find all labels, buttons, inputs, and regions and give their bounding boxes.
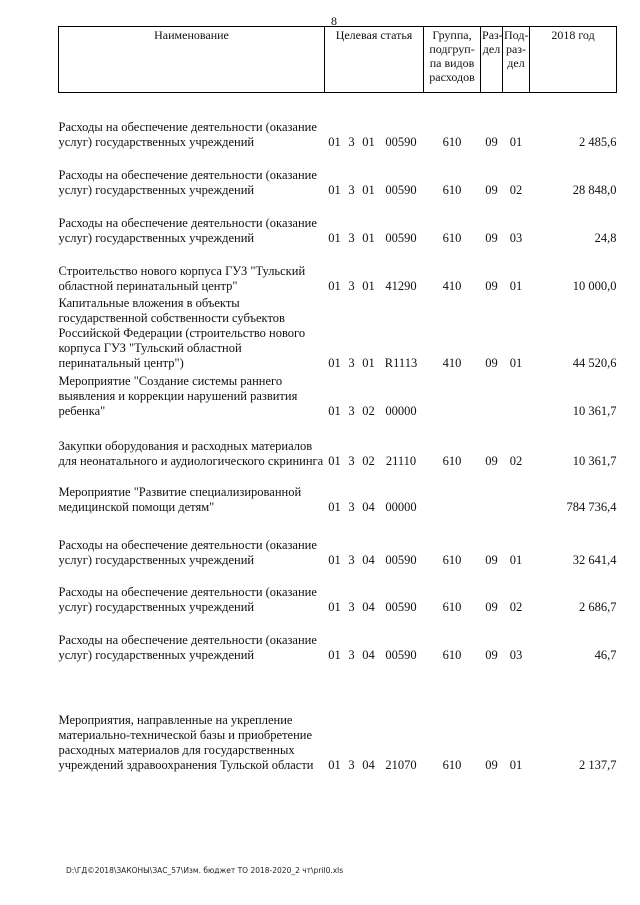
cell-c4: 21070 xyxy=(385,757,417,772)
cell-amount: 32 641,4 xyxy=(572,552,617,567)
header-group: Группа, подгруп-па видов расходов xyxy=(424,27,481,93)
cell-c3: 04 xyxy=(362,599,375,614)
cell-subsection: 01 xyxy=(509,134,523,149)
cell-section: 09 xyxy=(485,647,498,662)
table-row xyxy=(59,665,617,775)
cell-name: Расходы на обеспечение деятельности (оказание услуг) государственных учреждений xyxy=(58,584,317,614)
cell-c1: 01 xyxy=(328,599,341,614)
cell-c2: 3 xyxy=(348,552,355,567)
cell-c3: 04 xyxy=(362,647,375,662)
cell-subsection: 01 xyxy=(509,278,523,293)
cell-c4: 00590 xyxy=(385,599,417,614)
cell-section: 09 xyxy=(485,757,498,772)
cell-amount: 10 000,0 xyxy=(572,278,617,293)
cell-c4: R1113 xyxy=(384,355,418,370)
header-subsection: Под-раз-дел xyxy=(503,27,530,93)
cell-amount: 784 736,4 xyxy=(566,499,617,514)
cell-group: 410 xyxy=(442,355,462,370)
cell-subsection: 01 xyxy=(509,552,523,567)
cell-c3: 02 xyxy=(362,453,375,468)
cell-c3: 04 xyxy=(362,552,375,567)
cell-section: 09 xyxy=(485,278,498,293)
cell-amount: 44 520,6 xyxy=(572,355,617,370)
cell-c3: 01 xyxy=(362,182,375,197)
cell-c2: 3 xyxy=(348,134,355,149)
cell-name: Строительство нового корпуса ГУЗ "Тульский областной перинатальный центр" xyxy=(58,263,306,293)
cell-section xyxy=(481,471,503,517)
cell-c2: 3 xyxy=(348,647,355,662)
table-row xyxy=(59,617,617,665)
cell-group xyxy=(424,471,481,517)
header-year: 2018 год xyxy=(530,27,617,93)
cell-name: Мероприятия, направленные на укрепление материально-технической базы и приобретение расходных материалов для государственных учреждений здравоохранения Тульской области xyxy=(58,712,314,772)
cell-subsection: 01 xyxy=(509,757,523,772)
cell-c3: 01 xyxy=(362,230,375,245)
header-name: Наименование xyxy=(59,27,325,93)
budget-table xyxy=(58,26,617,775)
cell-group: 610 xyxy=(442,757,462,772)
cell-name: Расходы на обеспечение деятельности (оказание услуг) государственных учреждений xyxy=(58,537,317,567)
cell-c1: 01 xyxy=(328,278,341,293)
cell-c1: 01 xyxy=(328,403,341,418)
cell-subsection: 01 xyxy=(509,355,523,370)
cell-name: Расходы на обеспечение деятельности (оказание услуг) государственных учреждений xyxy=(58,119,317,149)
cell-subsection: 03 xyxy=(509,230,523,245)
table-row xyxy=(59,471,617,517)
cell-c3: 02 xyxy=(362,403,375,418)
cell-c4: 00590 xyxy=(385,647,417,662)
cell-c1: 01 xyxy=(328,230,341,245)
cell-subsection xyxy=(503,471,530,517)
table-row xyxy=(59,152,617,200)
cell-group xyxy=(424,373,481,421)
cell-c4: 00590 xyxy=(385,134,417,149)
cell-name: Расходы на обеспечение деятельности (оказание услуг) государственных учреждений xyxy=(58,632,317,662)
header-target-article: Целевая статья xyxy=(325,27,424,93)
cell-amount: 10 361,7 xyxy=(572,403,617,418)
cell-c4: 00590 xyxy=(385,182,417,197)
cell-section: 09 xyxy=(485,355,498,370)
cell-c3: 01 xyxy=(362,278,375,293)
cell-amount: 10 361,7 xyxy=(572,453,617,468)
cell-subsection xyxy=(503,373,530,421)
file-path-footer: D:\ГД©2018\ЗАКОНЫ\ЗАС_57\Изм. бюджет ТО 2018-2020_2 чт\pril0.xls xyxy=(66,866,344,875)
cell-amount: 2 686,7 xyxy=(579,599,617,614)
cell-c3: 04 xyxy=(362,499,375,514)
cell-group: 610 xyxy=(442,599,462,614)
cell-group: 610 xyxy=(442,453,462,468)
cell-section xyxy=(481,373,503,421)
cell-name: Расходы на обеспечение деятельности (оказание услуг) государственных учреждений xyxy=(58,215,317,245)
cell-group: 610 xyxy=(442,230,462,245)
table-row xyxy=(59,373,617,421)
cell-name: Мероприятие "Развитие специализированной медицинской помощи детям" xyxy=(58,484,302,514)
cell-group: 610 xyxy=(442,134,462,149)
cell-subsection: 03 xyxy=(509,647,523,662)
cell-c1: 01 xyxy=(328,182,341,197)
table-row xyxy=(59,248,617,296)
cell-c2: 3 xyxy=(348,182,355,197)
cell-c4: 00590 xyxy=(385,230,417,245)
cell-c2: 3 xyxy=(348,278,355,293)
cell-group: 610 xyxy=(442,647,462,662)
cell-amount: 46,7 xyxy=(594,647,617,662)
cell-c2: 3 xyxy=(348,453,355,468)
cell-amount: 24,8 xyxy=(594,230,617,245)
cell-c4: 00590 xyxy=(385,552,417,567)
cell-c2: 3 xyxy=(348,599,355,614)
cell-name: Капитальные вложения в объекты государственной собственности субъектов Российской Федерации (строительство нового корпуса ГУЗ "Тульский областной перинатальный центр") xyxy=(58,295,306,370)
header-section: Раз-дел xyxy=(481,27,503,93)
cell-group: 610 xyxy=(442,552,462,567)
cell-subsection: 02 xyxy=(509,599,523,614)
cell-c2: 3 xyxy=(348,230,355,245)
cell-name: Мероприятие "Создание системы раннего выявления и коррекции нарушений развития ребенка" xyxy=(58,373,298,418)
table-row xyxy=(59,517,617,570)
table-row xyxy=(59,200,617,248)
cell-subsection: 02 xyxy=(509,182,523,197)
cell-c1: 01 xyxy=(328,355,341,370)
cell-amount: 2 485,6 xyxy=(579,134,617,149)
cell-c3: 01 xyxy=(362,134,375,149)
cell-section: 09 xyxy=(485,599,498,614)
cell-c4: 00000 xyxy=(385,403,417,418)
table-row xyxy=(59,296,617,373)
cell-c2: 3 xyxy=(348,499,355,514)
cell-group: 410 xyxy=(442,278,462,293)
cell-c1: 01 xyxy=(328,453,341,468)
table-row xyxy=(59,93,617,152)
cell-c1: 01 xyxy=(328,134,341,149)
table-row xyxy=(59,570,617,617)
cell-c2: 3 xyxy=(348,403,355,418)
cell-c1: 01 xyxy=(328,647,341,662)
cell-c2: 3 xyxy=(348,355,355,370)
table-header-row xyxy=(59,27,617,93)
cell-section: 09 xyxy=(485,552,498,567)
cell-name: Закупки оборудования и расходных материалов для неонатального и аудиологического скрининга xyxy=(58,438,324,468)
cell-c3: 04 xyxy=(362,757,375,772)
cell-c1: 01 xyxy=(328,499,341,514)
cell-group: 610 xyxy=(442,182,462,197)
table-row xyxy=(59,421,617,471)
cell-section: 09 xyxy=(485,453,498,468)
cell-section: 09 xyxy=(485,182,498,197)
cell-subsection: 02 xyxy=(509,453,523,468)
cell-section: 09 xyxy=(485,134,498,149)
cell-section: 09 xyxy=(485,230,498,245)
cell-c4: 41290 xyxy=(385,278,417,293)
page-number: 8 xyxy=(331,14,337,28)
cell-c1: 01 xyxy=(328,552,341,567)
cell-name: Расходы на обеспечение деятельности (оказание услуг) государственных учреждений xyxy=(58,167,317,197)
cell-c1: 01 xyxy=(328,757,341,772)
cell-amount: 28 848,0 xyxy=(572,182,617,197)
cell-c2: 3 xyxy=(348,757,355,772)
cell-c3: 01 xyxy=(362,355,375,370)
cell-c4: 21110 xyxy=(385,453,417,468)
cell-c4: 00000 xyxy=(385,499,417,514)
cell-amount: 2 137,7 xyxy=(579,757,617,772)
